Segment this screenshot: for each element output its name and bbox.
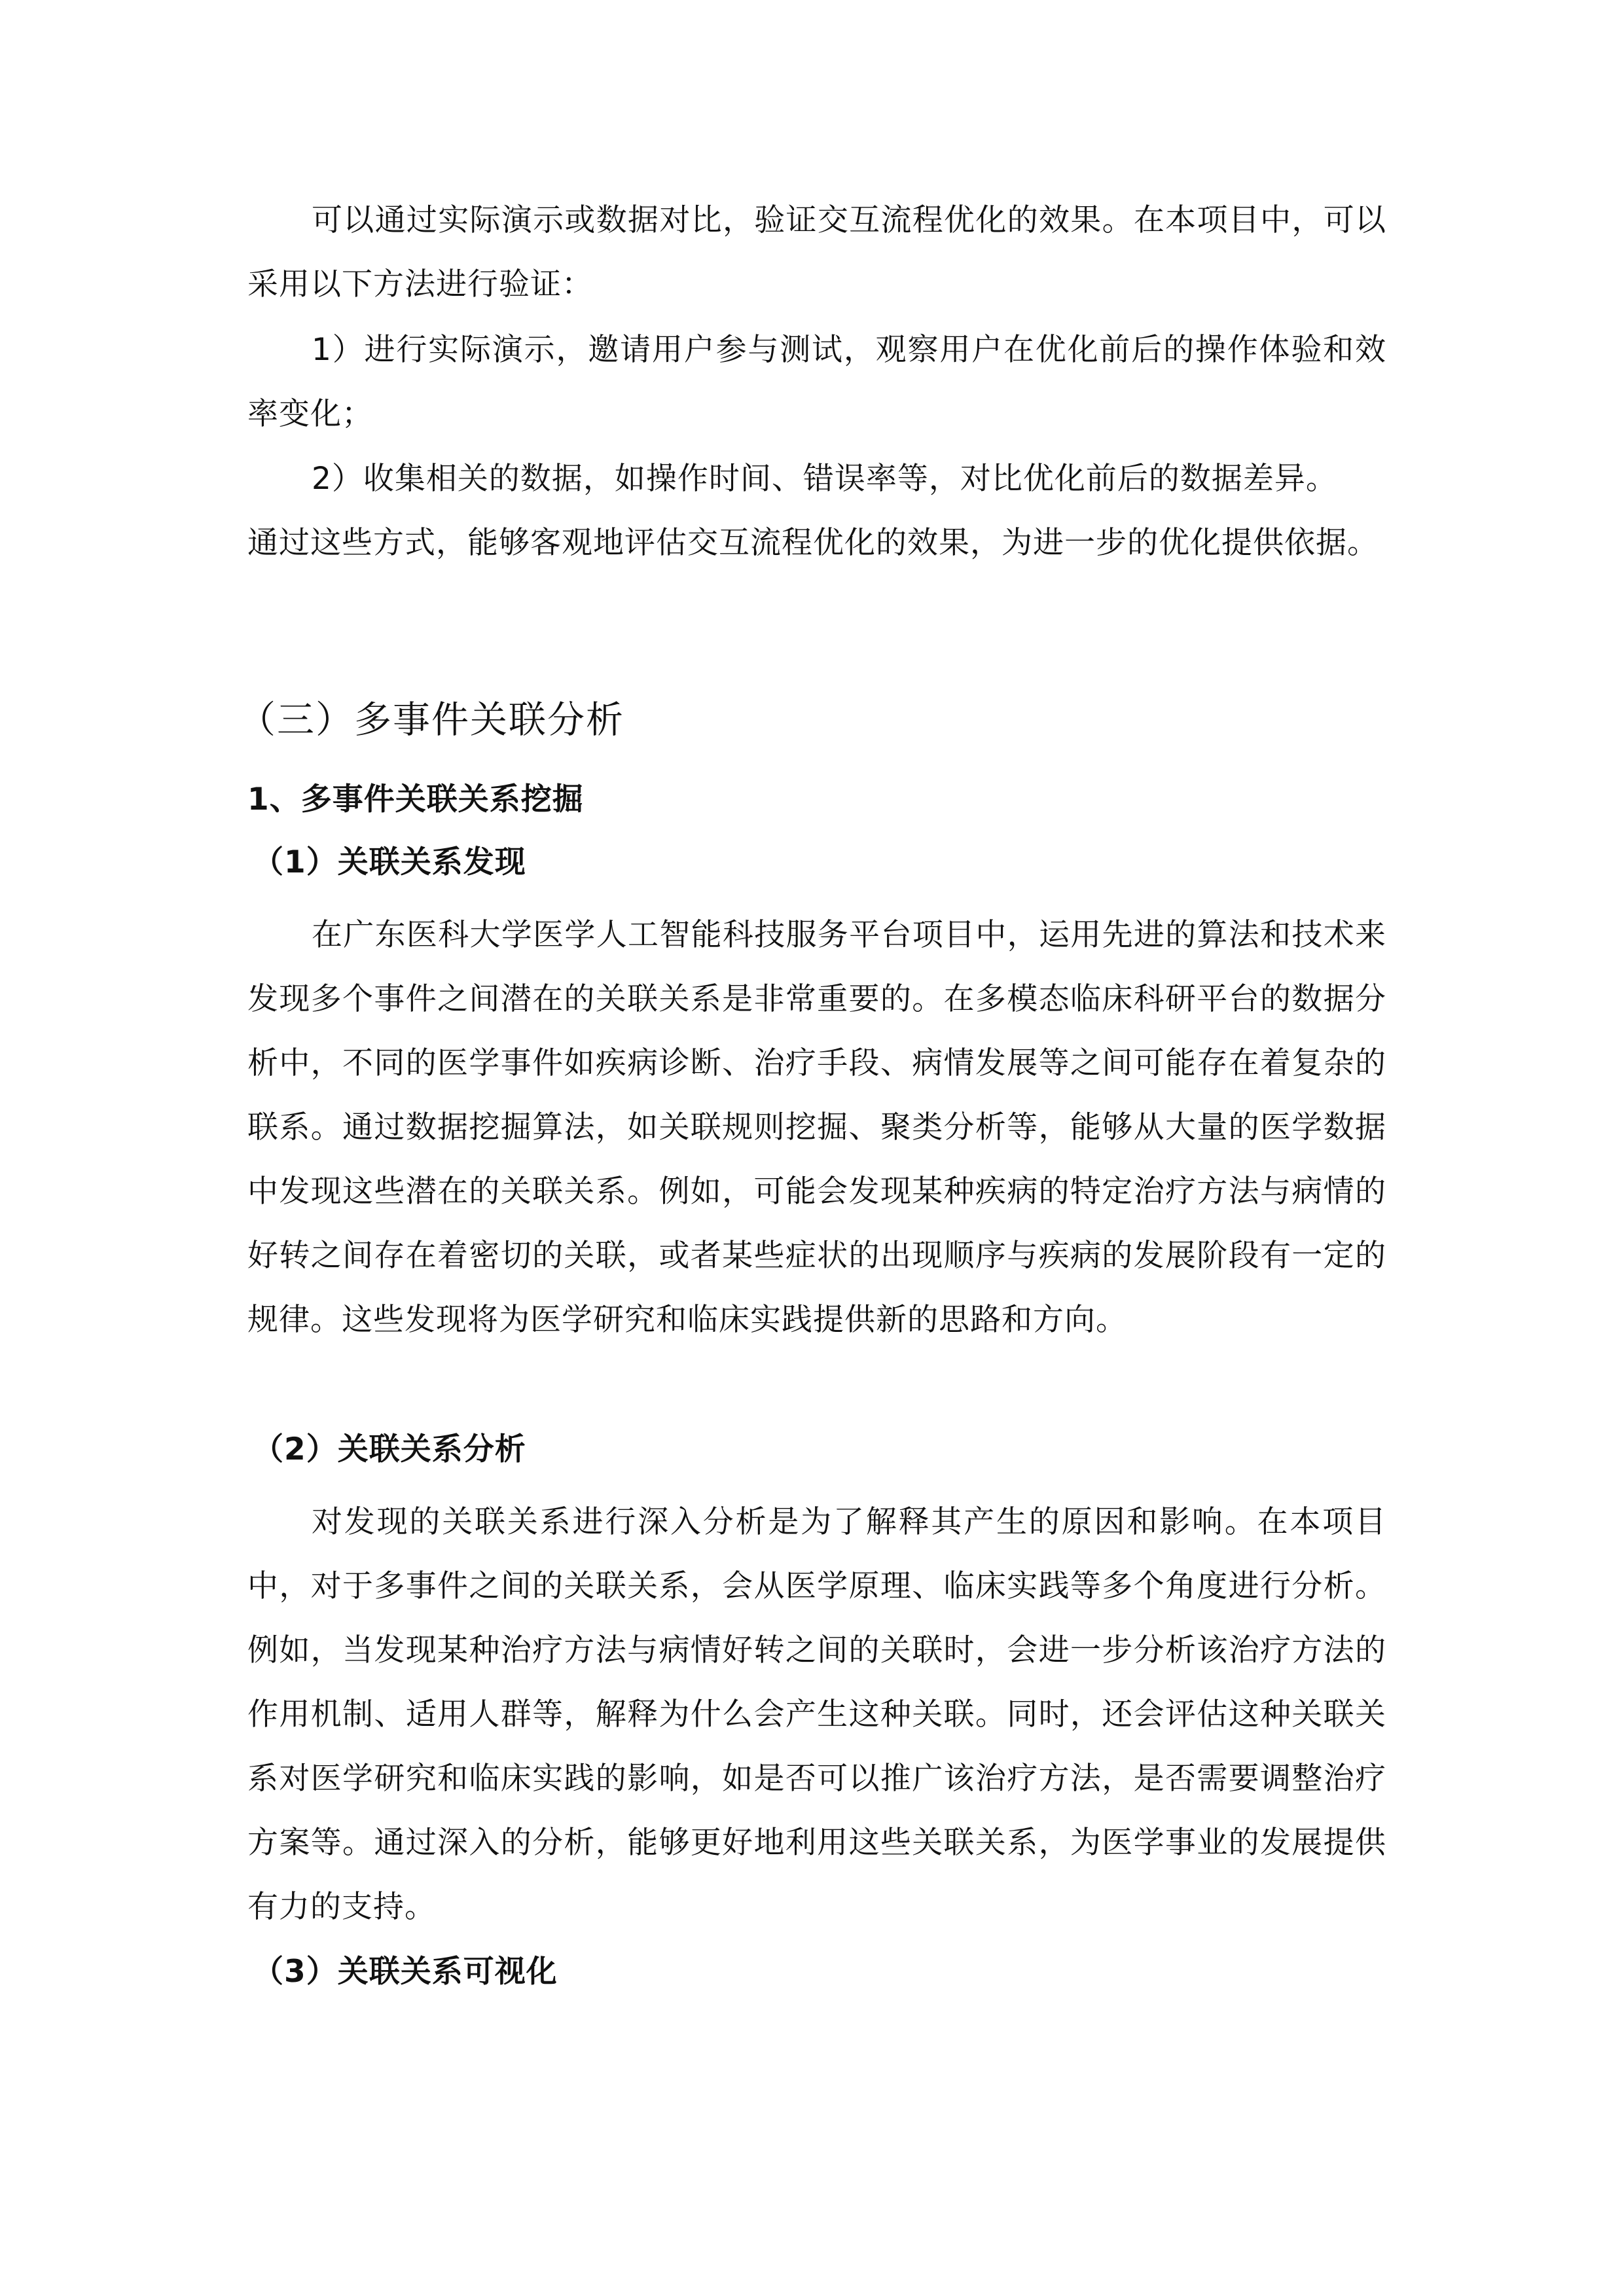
paragraph-relation-discovery: 在广东医科大学医学人工智能科技服务平台项目中，运用先进的算法和技术来发现多个事件之间潜在的关联关系是非常重要的。在多模态临床科研平台的数据分析中，不同的医学事件如疾病诊断、治疗手段、病情发展等之间可能存在着复杂的联系。通过数据挖掘算法，如关联规则挖掘、聚类分析等，能够从大量的医学数据中发现这些潜在的关联关系。例如，可能会发现某种疾病的特定治疗方法与病情的好转之间存在着密切的关联，或者某些症状的出现顺序与疾病的发展阶段有一定的规律。这些发现将为医学研究和临床实践提供新的思路和方向。 [247,917,1386,1338]
subsubheading-relation-visualization: （3）关联关系可视化 [253,1954,558,1990]
section-heading-multi-event: （三）多事件关联分析 [238,698,624,742]
subsubheading-relation-discovery: （1）关联关系发现 [253,844,526,880]
subheading-relation-mining: 1、多事件关联关系挖掘 [247,781,584,817]
paragraph-method-2: 2）收集相关的数据，如操作时间、错误率等，对比优化前后的数据差异。 [312,461,1337,497]
paragraph-method-conclusion: 通过这些方式，能够客观地评估交互流程优化的效果，为进一步的优化提供依据。 [247,525,1379,561]
paragraph-relation-analysis: 对发现的关联关系进行深入分析是为了解释其产生的原因和影响。在本项目中，对于多事件之间的关联关系，会从医学原理、临床实践等多个角度进行分析。例如，当发现某种治疗方法与病情好转之间的关联时，会进一步分析该治疗方法的作用机制、适用人群等，解释为什么会产生这种关联。同时，还会评估这种关联关系对医学研究和临床实践的影响，如是否可以推广该治疗方法，是否需要调整治疗方案等。通过深入的分析，能够更好地利用这些关联关系，为医学事业的发展提供有力的支持。 [247,1504,1386,1925]
subsubheading-relation-analysis: （2）关联关系分析 [253,1431,526,1467]
paragraph-validation-intro: 可以通过实际演示或数据对比，验证交互流程优化的效果。在本项目中，可以采用以下方法进行验证： [247,202,1386,302]
paragraph-method-1: 1）进行实际演示，邀请用户参与测试，观察用户在优化前后的操作体验和效率变化； [247,332,1386,432]
